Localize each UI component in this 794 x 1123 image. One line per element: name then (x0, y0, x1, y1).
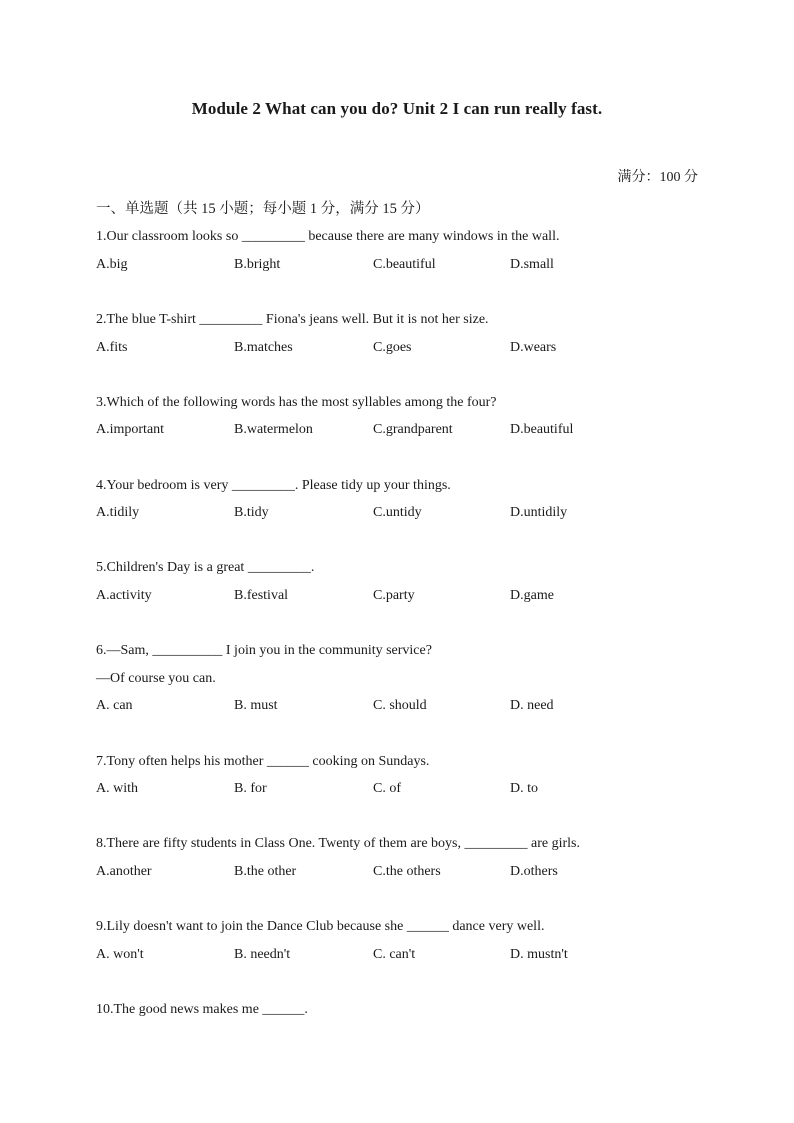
question-5-options (96, 588, 716, 608)
option-d: D.wears (510, 340, 557, 355)
question-1-options (96, 257, 716, 277)
option-d: D.untidily (510, 505, 568, 520)
option-b: B. needn't (234, 947, 291, 962)
question-7-text: 7.Tony often helps his mother ______ cooking on Sundays. (96, 754, 430, 769)
option-a: A.activity (96, 588, 152, 603)
option-c: C. of (373, 781, 401, 796)
option-b: B.tidy (234, 505, 269, 520)
question-4-text: 4.Your bedroom is very _________. Please tidy up your things. (96, 478, 451, 493)
option-c: C. can't (373, 947, 416, 962)
option-b: B.watermelon (234, 422, 313, 437)
option-b: B.festival (234, 588, 289, 603)
option-b: B.the other (234, 864, 297, 879)
question-10-text: 10.The good news makes me ______. (96, 1002, 308, 1017)
option-a: A.tidily (96, 505, 140, 520)
question-6-text: 6.—Sam, __________ I join you in the community service? (96, 643, 432, 658)
option-d: D. need (510, 698, 554, 713)
option-d: D. mustn't (510, 947, 568, 962)
option-c: C.beautiful (373, 257, 436, 272)
question-2-text: 2.The blue T-shirt _________ Fiona's jeans well. But it is not her size. (96, 312, 489, 327)
option-a: A. can (96, 698, 133, 713)
question-3-options (96, 422, 716, 442)
question-1-text: 1.Our classroom looks so _________ because there are many windows in the wall. (96, 229, 560, 244)
question-3-text: 3.Which of the following words has the most syllables among the four? (96, 395, 497, 410)
option-a: A. with (96, 781, 138, 796)
option-b: B. for (234, 781, 267, 796)
option-c: C.the others (373, 864, 441, 879)
option-c: C.untidy (373, 505, 422, 520)
option-d: D.beautiful (510, 422, 574, 437)
question-9-text: 9.Lily doesn't want to join the Dance Club because she ______ dance very well. (96, 919, 545, 934)
question-5-text: 5.Children's Day is a great _________. (96, 560, 315, 575)
option-c: C. should (373, 698, 427, 713)
option-a: A. won't (96, 947, 144, 962)
total-score: 满分：100 分 (617, 170, 698, 185)
option-b: B. must (234, 698, 278, 713)
question-6-reply: —Of course you can. (96, 671, 216, 686)
option-a: A.big (96, 257, 128, 272)
option-a: A.fits (96, 340, 128, 355)
page-title: Module 2 What can you do? Unit 2 I can run really fast. (191, 99, 603, 118)
option-d: D.others (510, 864, 558, 879)
option-a: A.another (96, 864, 152, 879)
option-a: A.important (96, 422, 165, 437)
option-c: C.goes (373, 340, 412, 355)
section-heading: 一、单选题（共 15 小题；每小题 1 分，满分 15 分） (96, 201, 430, 217)
option-c: C.grandparent (373, 422, 453, 437)
question-2-options (96, 340, 716, 360)
option-b: B.matches (234, 340, 293, 355)
option-d: D. to (510, 781, 538, 796)
option-d: D.small (510, 257, 554, 272)
option-d: D.game (510, 588, 554, 603)
question-4-options (96, 505, 716, 525)
question-7-options (96, 781, 716, 801)
question-8-options (96, 864, 716, 884)
question-6-options (96, 698, 716, 718)
question-8-text: 8.There are fifty students in Class One. Twenty of them are boys, _________ are girls. (96, 836, 580, 851)
question-9-options (96, 947, 716, 967)
option-b: B.bright (234, 257, 281, 272)
option-c: C.party (373, 588, 415, 603)
